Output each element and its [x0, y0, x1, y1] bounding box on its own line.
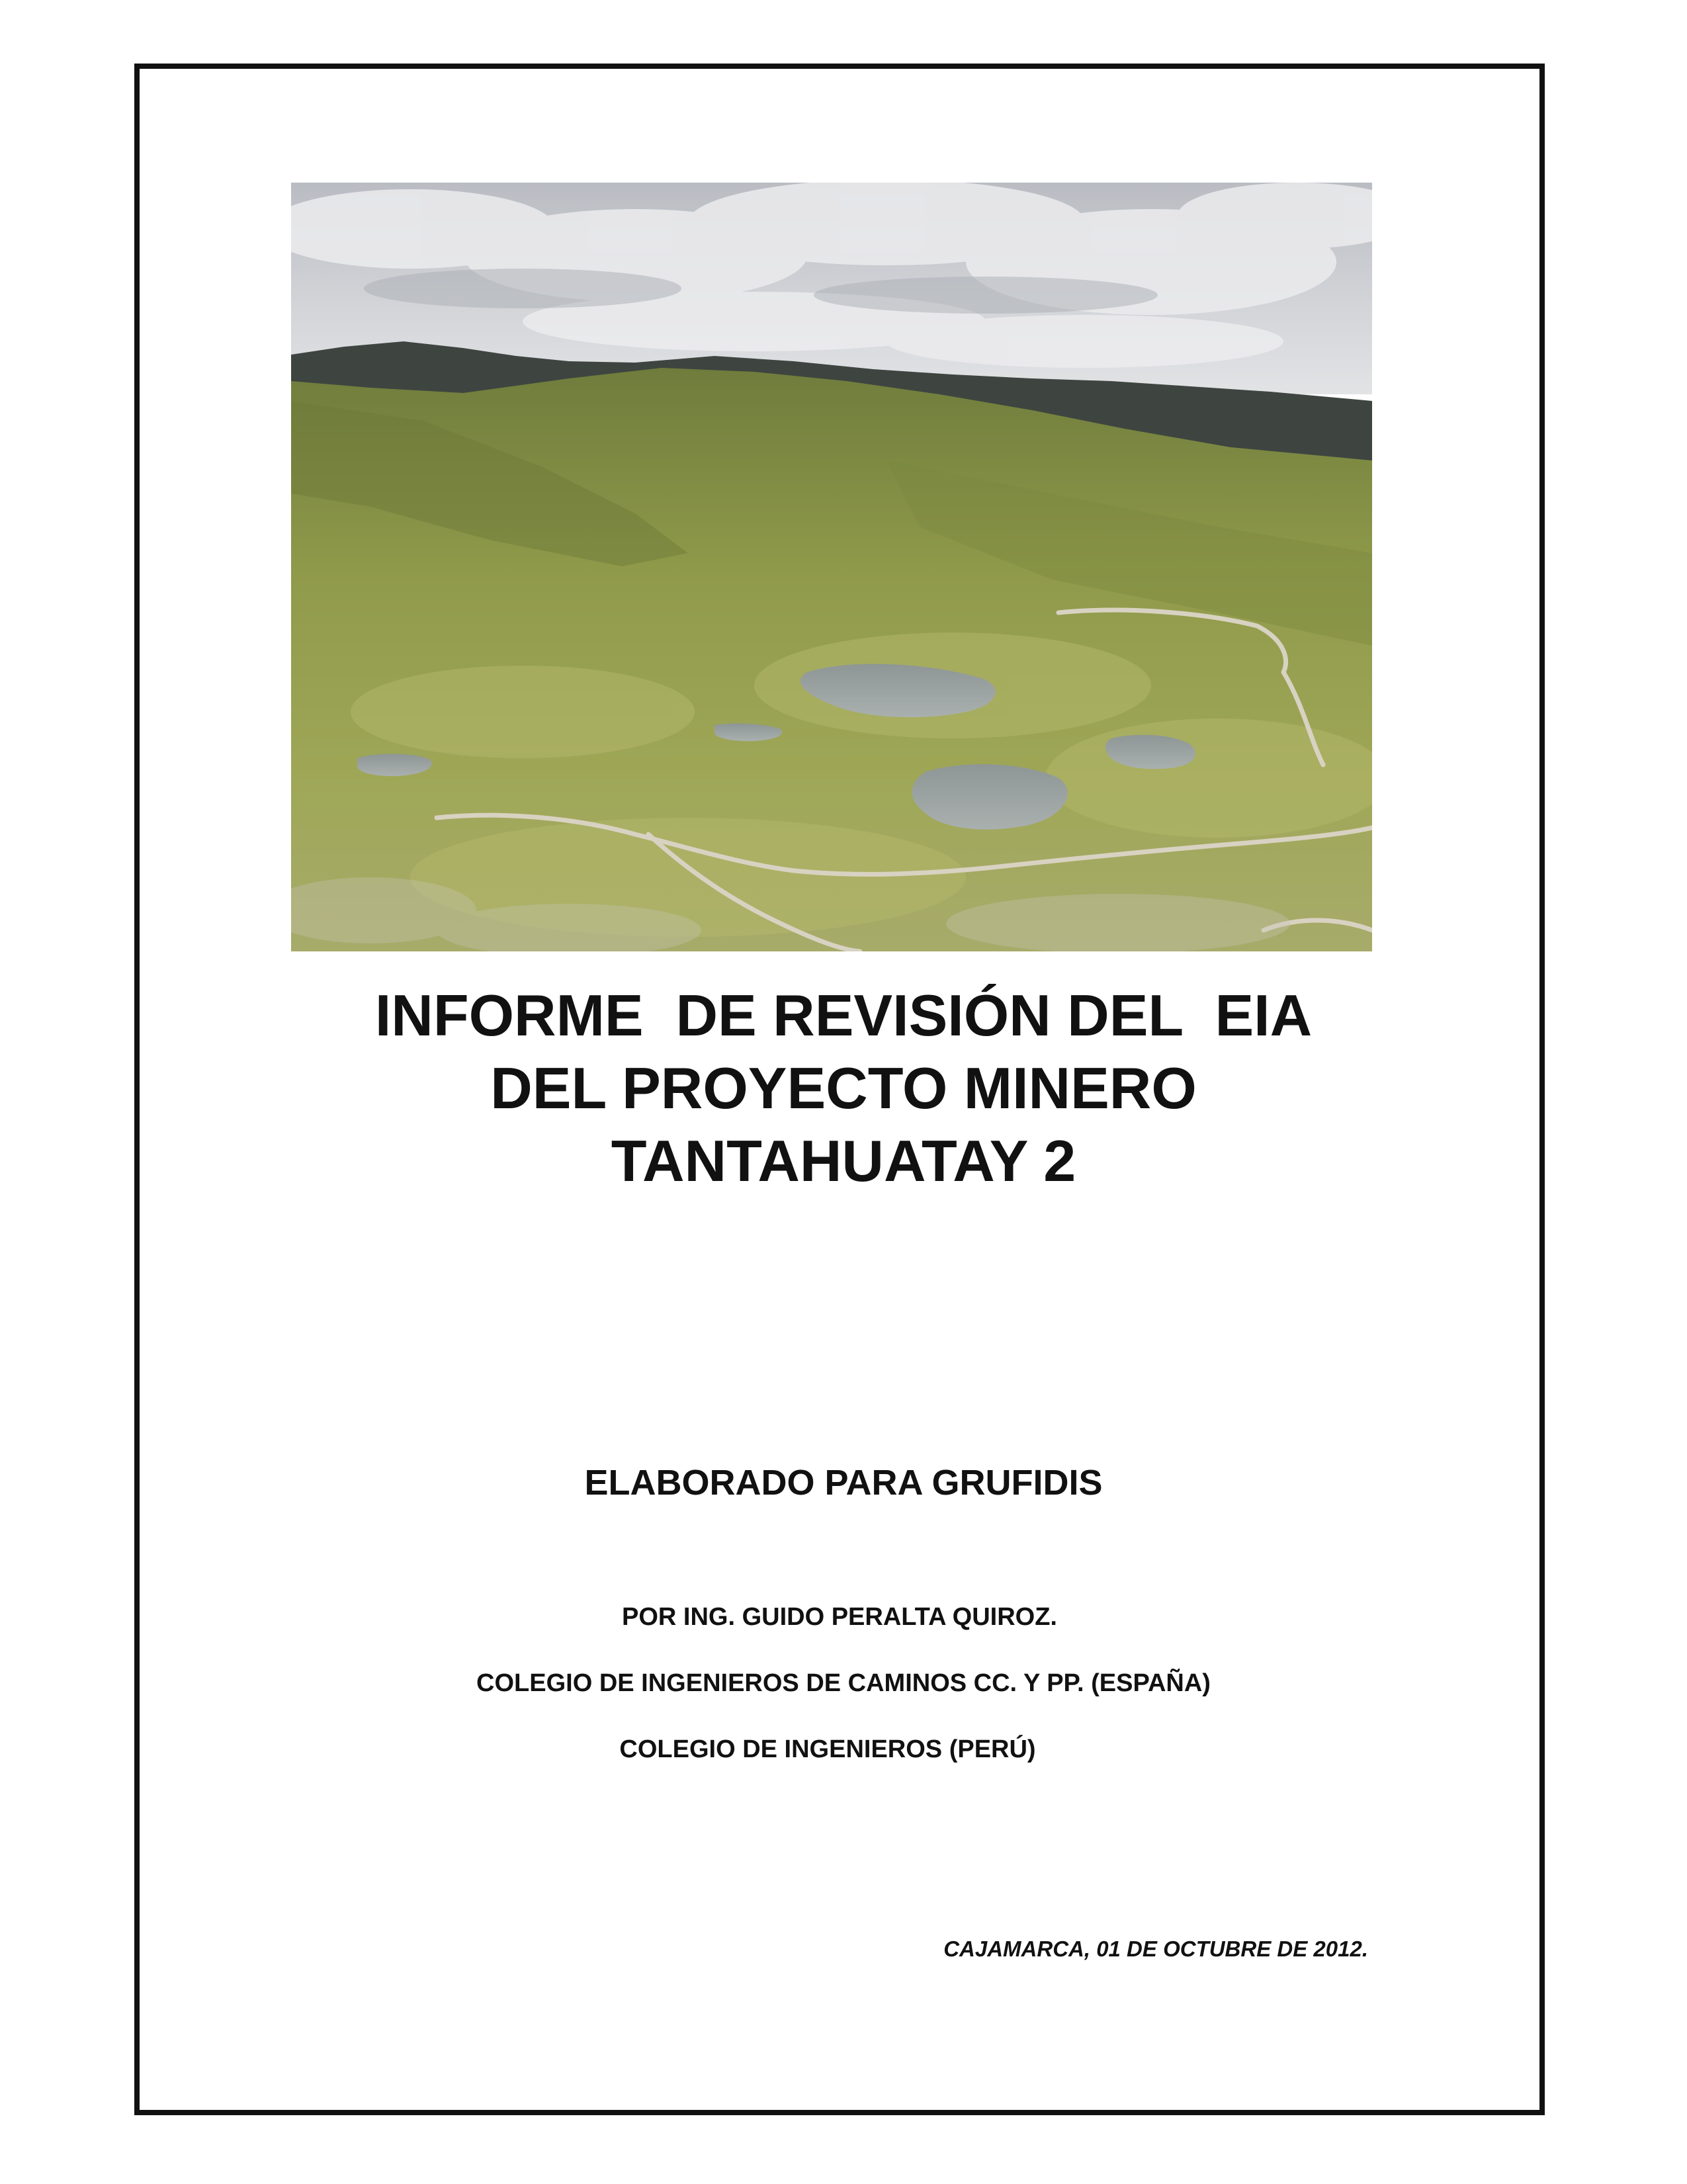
- affiliation-peru-line: COLEGIO DE INGENIEROS (PERÚ): [619, 1735, 1036, 1763]
- title-line-3: TANTAHUATAY 2: [611, 1128, 1076, 1194]
- cover-photo: [291, 183, 1372, 951]
- document-title: [198, 979, 1489, 1198]
- landscape-image: [291, 183, 1372, 951]
- title-line-2: DEL PROYECTO MINERO: [490, 1055, 1197, 1121]
- prepared-for-label: ELABORADO PARA GRUFIDIS: [584, 1463, 1103, 1503]
- author-line: POR ING. GUIDO PERALTA QUIROZ.: [622, 1603, 1057, 1631]
- title-line-1: INFORME DE REVISIÓN DEL EIA: [374, 983, 1313, 1048]
- affiliation-spain-line: COLEGIO DE INGENIEROS DE CAMINOS CC. Y PP. (ESPAÑA): [476, 1669, 1211, 1697]
- author-credits: [198, 1601, 1489, 1765]
- place-and-date: CAJAMARCA, 01 DE OCTUBRE DE 2012.: [943, 1937, 1368, 1961]
